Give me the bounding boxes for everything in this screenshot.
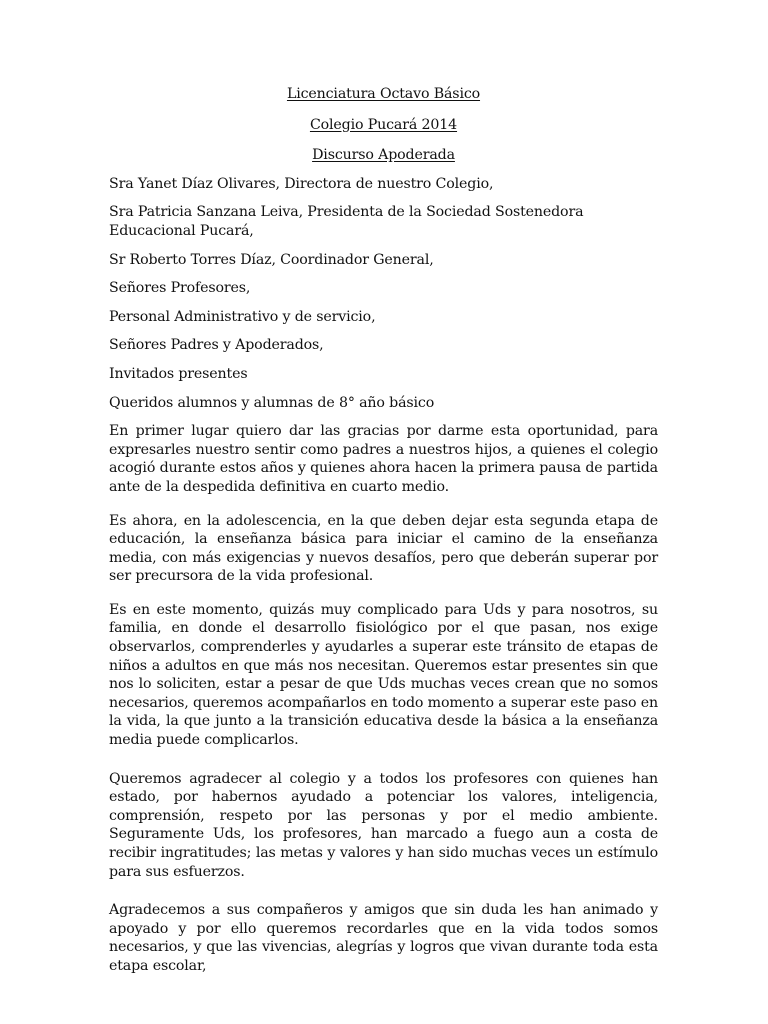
greeting-line: Invitados presentes (109, 365, 248, 382)
heading-ceremony: Licenciatura Octavo Básico (286, 86, 481, 102)
document-content (109, 85, 658, 991)
greeting-line: Queridos alumnos y alumnas de 8° año básico (109, 394, 435, 411)
greeting-line: Señores Profesores, (109, 280, 251, 297)
body-paragraph: Es ahora, en la adolescencia, en la que deben dejar esta segunda etapa de educación, la enseñanza básica para iniciar el camino de la enseñanza media, con más exigencias y nuevos desafíos, pero que deberán superar por ser precursora de la vida profesional. (109, 512, 658, 585)
greeting-line: Sra Patricia Sanzana Leiva, Presidenta de la Sociedad Sostenedora Educacional Pucará, (109, 204, 584, 239)
greeting-line: Sra Yanet Díaz Olivares, Directora de nuestro Colegio, (109, 175, 494, 192)
heading-speech: Discurso Apoderada (312, 147, 455, 164)
speech-body (109, 422, 658, 975)
body-paragraph: Es en este momento, quizás muy complicado para Uds y para nosotros, su familia, en donde el desarrollo fisiológico por el que pasan, nos exige observarlos, comprenderles y ayudarles a superar este tránsito de etapas de niños a adultos en que más nos necesitan. Queremos estar presentes sin que nos lo soliciten, estar a pesar de que Uds muchas veces crean que no somos necesarios, queremos acompañarlos en todo momento a superar este paso en la vida, la que junto a la transición educativa desde la básica a la enseñanza media puede complicarlos. (109, 601, 658, 749)
body-paragraph: Queremos agradecer al colegio y a todos los profesores con quienes han estado, por habernos ayudado a potenciar los valores, inteligencia, comprensión, respeto por las personas y por el medio ambiente. Seguramente Uds, los profesores, han marcado a fuego aun a costa de recibir ingratitudes; las metas y valores y han sido muchas veces un estímulo para sus esfuerzos. (109, 770, 658, 880)
greeting-line: Personal Administrativo y de servicio, (109, 308, 376, 325)
greetings-list (109, 175, 658, 412)
document-headings (109, 85, 658, 165)
greeting-line: Señores Padres y Apoderados, (109, 337, 324, 354)
greeting-line: Sr Roberto Torres Díaz, Coordinador General, (109, 251, 434, 268)
body-paragraph: En primer lugar quiero dar las gracias por darme esta oportunidad, para expresarles nuestro sentir como padres a nuestros hijos, a quienes el colegio acogió durante estos años y quienes ahora hacen la primera pausa de partida ante de la despedida definitiva en cuarto medio. (109, 423, 658, 495)
heading-school: Colegio Pucará 2014 (309, 116, 458, 133)
body-paragraph: Agradecemos a sus compañeros y amigos que sin duda les han animado y apoyado y por ello queremos recordarles que en la vida todos somos necesarios, y que las vivencias, alegrías y logros que vivan durante toda esta etapa escolar, (109, 902, 658, 974)
